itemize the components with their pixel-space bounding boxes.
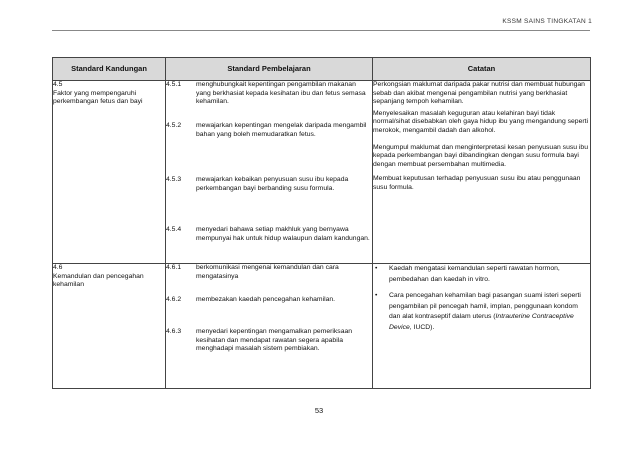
bullet-text: Cara pencegahan kehamilan bagi pasangan suami isteri seperti pengambilan pil pencegah hamil, implan, penggunaan kondom dan alat kontraseptif dalam uterus ( xyxy=(389,292,581,320)
column-header-catatan: Catatan xyxy=(373,58,591,81)
column-header-standard-pembelajaran: Standard Pembelajaran xyxy=(166,58,373,81)
sp-code: 4.5.3 xyxy=(166,176,182,183)
sp-code: 4.6.1 xyxy=(166,264,182,271)
sp-item xyxy=(166,264,372,286)
sp-text: menghubungkait kepentingan pengambilan makanan yang berkhasiat kepada kesihatan ibu dan fetus semasa kehamilan. xyxy=(196,81,366,106)
column-header-standard-kandungan: Standard Kandungan xyxy=(53,58,166,81)
catatan-paragraph: Membuat keputusan terhadap penyusuan susu ibu atau penggunaan susu formula. xyxy=(373,175,581,191)
sp-text: menyedari bahawa setiap makhluk yang bernyawa mempunyai hak untuk hidup walaupun dalam kandungan. xyxy=(196,226,370,242)
sp-text: mewajarkan kebaikan penyusuan susu ibu kepada perkembangan bayi berbanding susu formula. xyxy=(196,176,349,192)
table-row xyxy=(53,81,591,264)
sp-item xyxy=(166,122,372,166)
table-row xyxy=(53,264,591,389)
sp-text: menyedari kepentingan mengamalkan pemeriksaan kesihatan dan mendapat rawatan segera apabila menghadapi masalah sistem pembiakan. xyxy=(196,328,353,353)
sp-item xyxy=(166,226,372,243)
sp-item xyxy=(166,328,372,354)
sp-item xyxy=(166,176,372,216)
catatan-cell xyxy=(373,264,591,389)
curriculum-table xyxy=(52,57,591,389)
sp-text: membezakan kaedah pencegahan kehamilan. xyxy=(196,296,336,303)
bullet-text-italic: Intrauterine Contraceptive Device, xyxy=(389,313,574,331)
standard-pembelajaran-cell xyxy=(166,264,373,389)
sp-code: 4.6.2 xyxy=(166,296,182,303)
sk-number: 4.6 xyxy=(53,264,63,271)
sp-code: 4.5.2 xyxy=(166,122,182,129)
sp-code: 4.5.1 xyxy=(166,81,182,88)
standard-pembelajaran-cell xyxy=(166,81,373,264)
list-item xyxy=(373,264,590,285)
sp-code: 4.6.3 xyxy=(166,328,182,335)
bullet-icon: • xyxy=(375,265,378,272)
catatan-paragraph: Perkongsian maklumat daripada pakar nutrisi dan membuat hubungan sebab dan akibat mengenai pengambilan nutrisi yang berkhasiat sepanjang tempoh kehamilan. xyxy=(373,81,585,106)
sk-description: Kemandulan dan pencegahan kehamilan xyxy=(53,272,144,289)
list-item xyxy=(373,291,590,333)
catatan-paragraph: Mengumpul maklumat dan menginterpretasi kesan penyusuan susu ibu kepada perkembangan bayi dibandingkan dengan susu formula bayi dengan membuat persembahan multimedia. xyxy=(373,143,588,168)
sp-text: mewajarkan kepentingan mengelak daripada mengambil bahan yang boleh memudaratkan fetus. xyxy=(196,122,367,138)
header-divider xyxy=(52,30,590,31)
page-number: 53 xyxy=(314,406,324,415)
sp-item xyxy=(166,81,372,114)
bullet-text: IUCD). xyxy=(411,323,435,331)
standard-kandungan-cell xyxy=(53,81,166,264)
standard-kandungan-cell xyxy=(53,264,166,389)
sp-code: 4.5.4 xyxy=(166,226,182,233)
document-header-title: KSSM SAINS TINGKATAN 1 xyxy=(502,18,592,25)
catatan-bullet-list xyxy=(373,264,590,333)
catatan-cell xyxy=(373,81,591,264)
table-header-row xyxy=(53,58,591,81)
sk-description: Faktor yang mempengaruhi perkembangan fetus dan bayi xyxy=(53,89,143,106)
bullet-text-wrapper xyxy=(389,291,590,333)
bullet-icon: • xyxy=(375,292,378,299)
sk-number: 4.5 xyxy=(53,81,63,88)
bullet-text: Kaedah mengatasi kemandulan seperti rawatan hormon, pembedahan dan kaedah in vitro. xyxy=(389,265,560,283)
catatan-paragraph: Menyelesaikan masalah keguguran atau kelahiran bayi tidak normal/sihat disebabkan oleh gaya hidup ibu yang mengandung seperti merokok, mengambil dadah dan alkohol. xyxy=(373,109,589,134)
sp-text: berkomunikasi mengenai kemandulan dan cara mengatasinya xyxy=(196,264,339,280)
sp-item xyxy=(166,296,372,318)
